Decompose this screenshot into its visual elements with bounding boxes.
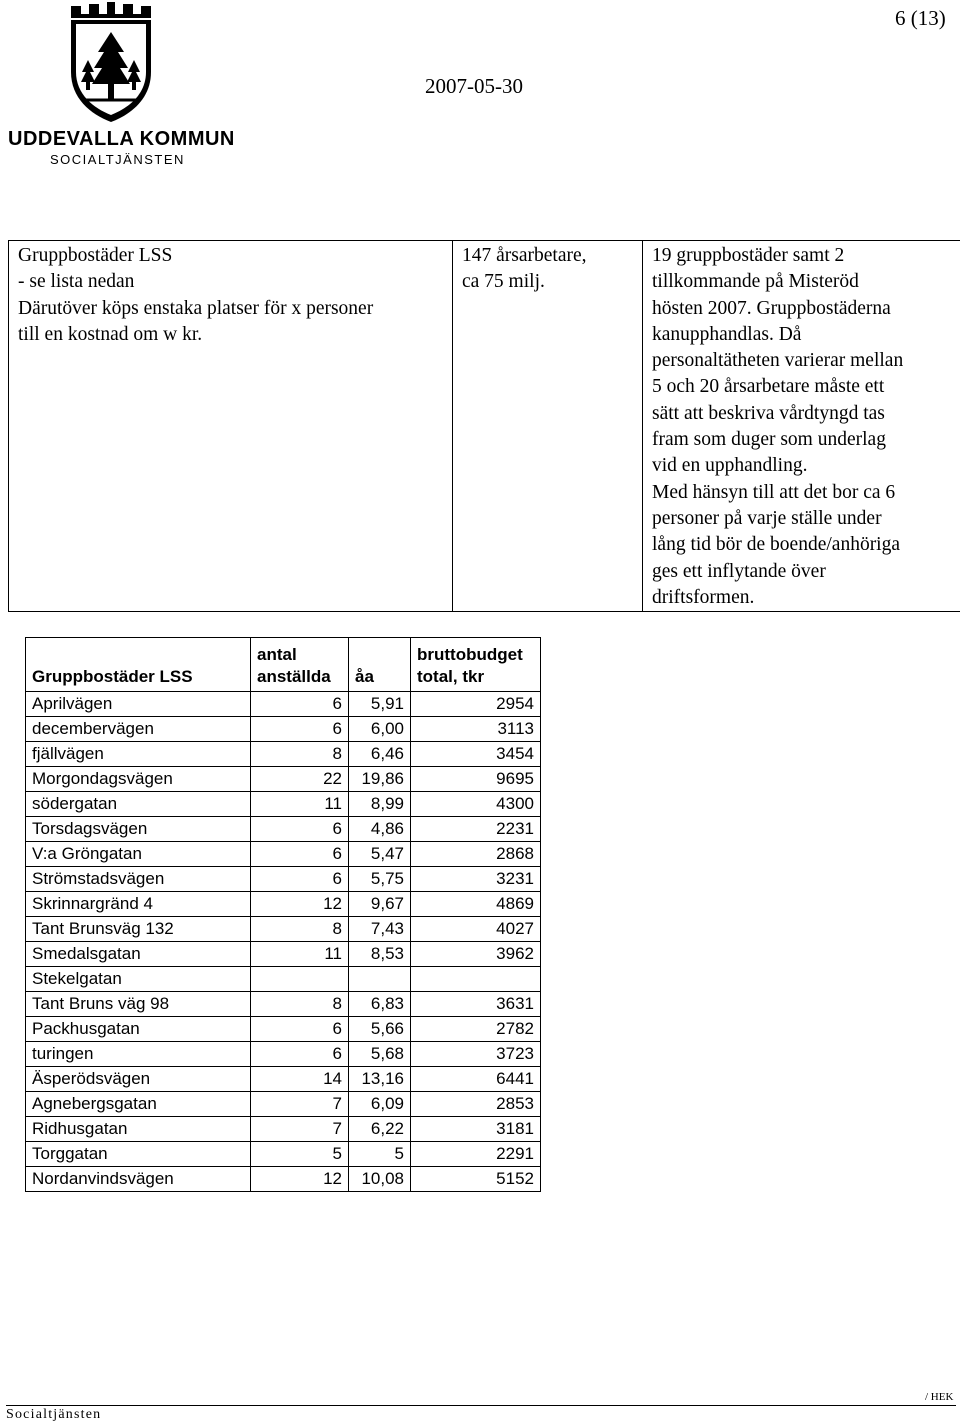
text-line: fram som duger som underlag bbox=[652, 429, 886, 451]
table-row bbox=[26, 717, 541, 742]
cell-budget: 2954 bbox=[411, 692, 541, 717]
budget-header-row bbox=[26, 638, 541, 692]
cell-count: 11 bbox=[251, 942, 349, 967]
budget-table bbox=[25, 637, 541, 1192]
cell-name: Strömstadsvägen bbox=[26, 867, 251, 892]
cell-budget: 2231 bbox=[411, 817, 541, 842]
cell-budget: 4869 bbox=[411, 892, 541, 917]
cell-budget: 3631 bbox=[411, 992, 541, 1017]
cell-aa: 7,43 bbox=[349, 917, 411, 942]
cell-name: V:a Gröngatan bbox=[26, 842, 251, 867]
cell-aa bbox=[349, 967, 411, 992]
document-date: 2007-05-30 bbox=[425, 74, 523, 98]
budget-rows bbox=[26, 692, 541, 1192]
cell-aa: 8,99 bbox=[349, 792, 411, 817]
cell-name: södergatan bbox=[26, 792, 251, 817]
table-row bbox=[26, 1167, 541, 1192]
footer-initials: / HEK bbox=[925, 1391, 954, 1403]
text-line: - se lista nedan bbox=[18, 271, 135, 293]
municipality-logo bbox=[8, 0, 235, 170]
text-line: Med hänsyn till att det bor ca 6 bbox=[652, 481, 896, 503]
cell-name: decembervägen bbox=[26, 717, 251, 742]
cell-budget: 3454 bbox=[411, 742, 541, 767]
text-line: 5 och 20 årsarbetare måste ett bbox=[652, 376, 885, 398]
cell-budget: 6441 bbox=[411, 1067, 541, 1092]
cell-aa: 9,67 bbox=[349, 892, 411, 917]
cell-aa: 19,86 bbox=[349, 767, 411, 792]
summary-cell-service bbox=[9, 241, 453, 612]
cell-count: 6 bbox=[251, 842, 349, 867]
cell-name: Torsdagsvägen bbox=[26, 817, 251, 842]
cell-count: 8 bbox=[251, 742, 349, 767]
cell-name: Torggatan bbox=[26, 1142, 251, 1167]
cell-count: 8 bbox=[251, 917, 349, 942]
cell-name: Tant Bruns väg 98 bbox=[26, 992, 251, 1017]
cell-budget: 3962 bbox=[411, 942, 541, 967]
cell-budget: 4300 bbox=[411, 792, 541, 817]
cell-aa: 5,68 bbox=[349, 1042, 411, 1067]
table-row bbox=[26, 1142, 541, 1167]
text-line: vid en upphandling. bbox=[652, 455, 808, 477]
cell-name: Äsperödsvägen bbox=[26, 1067, 251, 1092]
text-line: 147 årsarbetare, bbox=[462, 245, 587, 266]
cell-aa: 5,75 bbox=[349, 867, 411, 892]
text-line: lång tid bör de boende/anhöriga bbox=[652, 534, 901, 556]
table-row bbox=[26, 892, 541, 917]
header-budget: bruttobudget total, tkr bbox=[411, 638, 541, 692]
cell-aa: 13,16 bbox=[349, 1067, 411, 1092]
cell-count: 6 bbox=[251, 717, 349, 742]
cell-budget bbox=[411, 967, 541, 992]
cell-aa: 10,08 bbox=[349, 1167, 411, 1192]
cell-budget: 9695 bbox=[411, 767, 541, 792]
department-name: SOCIALTJÄNSTEN bbox=[50, 152, 185, 167]
cell-name: turingen bbox=[26, 1042, 251, 1067]
cell-count: 11 bbox=[251, 792, 349, 817]
cell-name: Skrinnargränd 4 bbox=[26, 892, 251, 917]
cell-budget: 2291 bbox=[411, 1142, 541, 1167]
cell-budget: 3723 bbox=[411, 1042, 541, 1067]
text-line: personer på varje ställe under bbox=[652, 507, 882, 529]
cell-name: Smedalsgatan bbox=[26, 942, 251, 967]
summary-cell-resources bbox=[453, 241, 643, 612]
cell-count: 6 bbox=[251, 1017, 349, 1042]
cell-aa: 5,91 bbox=[349, 692, 411, 717]
cell-aa: 6,00 bbox=[349, 717, 411, 742]
cell-budget: 2868 bbox=[411, 842, 541, 867]
cell-name: Morgondagsvägen bbox=[26, 767, 251, 792]
cell-name: Agnebergsgatan bbox=[26, 1092, 251, 1117]
organization-name: UDDEVALLA KOMMUN bbox=[8, 128, 235, 150]
text-line: ca 75 milj. bbox=[462, 271, 545, 293]
text-line: kanupphandlas. Då bbox=[652, 323, 802, 345]
table-row bbox=[26, 792, 541, 817]
cell-name: Packhusgatan bbox=[26, 1017, 251, 1042]
text-line: Gruppbostäder LSS bbox=[18, 245, 173, 266]
header-name: Gruppbostäder LSS bbox=[26, 638, 251, 692]
table-row bbox=[26, 692, 541, 717]
cell-count: 6 bbox=[251, 817, 349, 842]
cell-count: 8 bbox=[251, 992, 349, 1017]
text-line: ges ett inflytande över bbox=[652, 560, 826, 582]
cell-name: Tant Brunsväg 132 bbox=[26, 917, 251, 942]
cell-name: Aprilvägen bbox=[26, 692, 251, 717]
table-row bbox=[26, 1067, 541, 1092]
cell-count: 12 bbox=[251, 1167, 349, 1192]
cell-budget: 3181 bbox=[411, 1117, 541, 1142]
page-number: 6 (13) bbox=[895, 6, 946, 30]
cell-budget: 2853 bbox=[411, 1092, 541, 1117]
cell-count: 12 bbox=[251, 892, 349, 917]
table-row bbox=[26, 842, 541, 867]
text-line: sätt att beskriva vårdtyngd tas bbox=[652, 402, 885, 424]
footer-department: Socialtjänsten bbox=[6, 1407, 102, 1422]
table-row bbox=[26, 942, 541, 967]
cell-count: 5 bbox=[251, 1142, 349, 1167]
cell-budget: 4027 bbox=[411, 917, 541, 942]
text-line: driftsformen. bbox=[652, 586, 755, 608]
text-line: Därutöver köps enstaka platser för x personer bbox=[18, 297, 374, 319]
cell-count: 6 bbox=[251, 1042, 349, 1067]
table-row bbox=[26, 817, 541, 842]
cell-aa: 5,47 bbox=[349, 842, 411, 867]
cell-count: 14 bbox=[251, 1067, 349, 1092]
summary-table bbox=[8, 240, 960, 612]
header-count: antal anställda bbox=[251, 638, 349, 692]
cell-name: Stekelgatan bbox=[26, 967, 251, 992]
cell-count: 6 bbox=[251, 692, 349, 717]
cell-aa: 6,22 bbox=[349, 1117, 411, 1142]
cell-aa: 6,83 bbox=[349, 992, 411, 1017]
table-row bbox=[26, 967, 541, 992]
table-row bbox=[26, 917, 541, 942]
text-line: personaltätheten varierar mellan bbox=[652, 350, 904, 372]
summary-cell-comments bbox=[643, 241, 960, 612]
table-row bbox=[26, 1092, 541, 1117]
cell-budget: 2782 bbox=[411, 1017, 541, 1042]
cell-aa: 6,09 bbox=[349, 1092, 411, 1117]
cell-aa: 5 bbox=[349, 1142, 411, 1167]
cell-count: 6 bbox=[251, 867, 349, 892]
cell-aa: 4,86 bbox=[349, 817, 411, 842]
footer-divider bbox=[6, 1405, 956, 1406]
header-aa: åa bbox=[349, 638, 411, 692]
text-line: till en kostnad om w kr. bbox=[18, 323, 203, 345]
summary-row bbox=[9, 241, 960, 612]
table-row bbox=[26, 1117, 541, 1142]
cell-count: 7 bbox=[251, 1092, 349, 1117]
cell-budget: 3113 bbox=[411, 717, 541, 742]
text-line: hösten 2007. Gruppbostäderna bbox=[652, 297, 891, 319]
table-row bbox=[26, 742, 541, 767]
cell-name: Nordanvindsvägen bbox=[26, 1167, 251, 1192]
cell-budget: 3231 bbox=[411, 867, 541, 892]
cell-budget: 5152 bbox=[411, 1167, 541, 1192]
cell-aa: 6,46 bbox=[349, 742, 411, 767]
cell-name: fjällvägen bbox=[26, 742, 251, 767]
cell-count: 22 bbox=[251, 767, 349, 792]
table-row bbox=[26, 767, 541, 792]
table-row bbox=[26, 992, 541, 1017]
table-row bbox=[26, 1042, 541, 1067]
coat-of-arms-icon bbox=[66, 0, 156, 125]
cell-name: Ridhusgatan bbox=[26, 1117, 251, 1142]
text-line: tillkommande på Misteröd bbox=[652, 271, 859, 293]
cell-aa: 8,53 bbox=[349, 942, 411, 967]
text-line: 19 gruppbostäder samt 2 bbox=[652, 245, 845, 266]
table-row bbox=[26, 1017, 541, 1042]
cell-count bbox=[251, 967, 349, 992]
table-row bbox=[26, 867, 541, 892]
cell-aa: 5,66 bbox=[349, 1017, 411, 1042]
cell-count: 7 bbox=[251, 1117, 349, 1142]
